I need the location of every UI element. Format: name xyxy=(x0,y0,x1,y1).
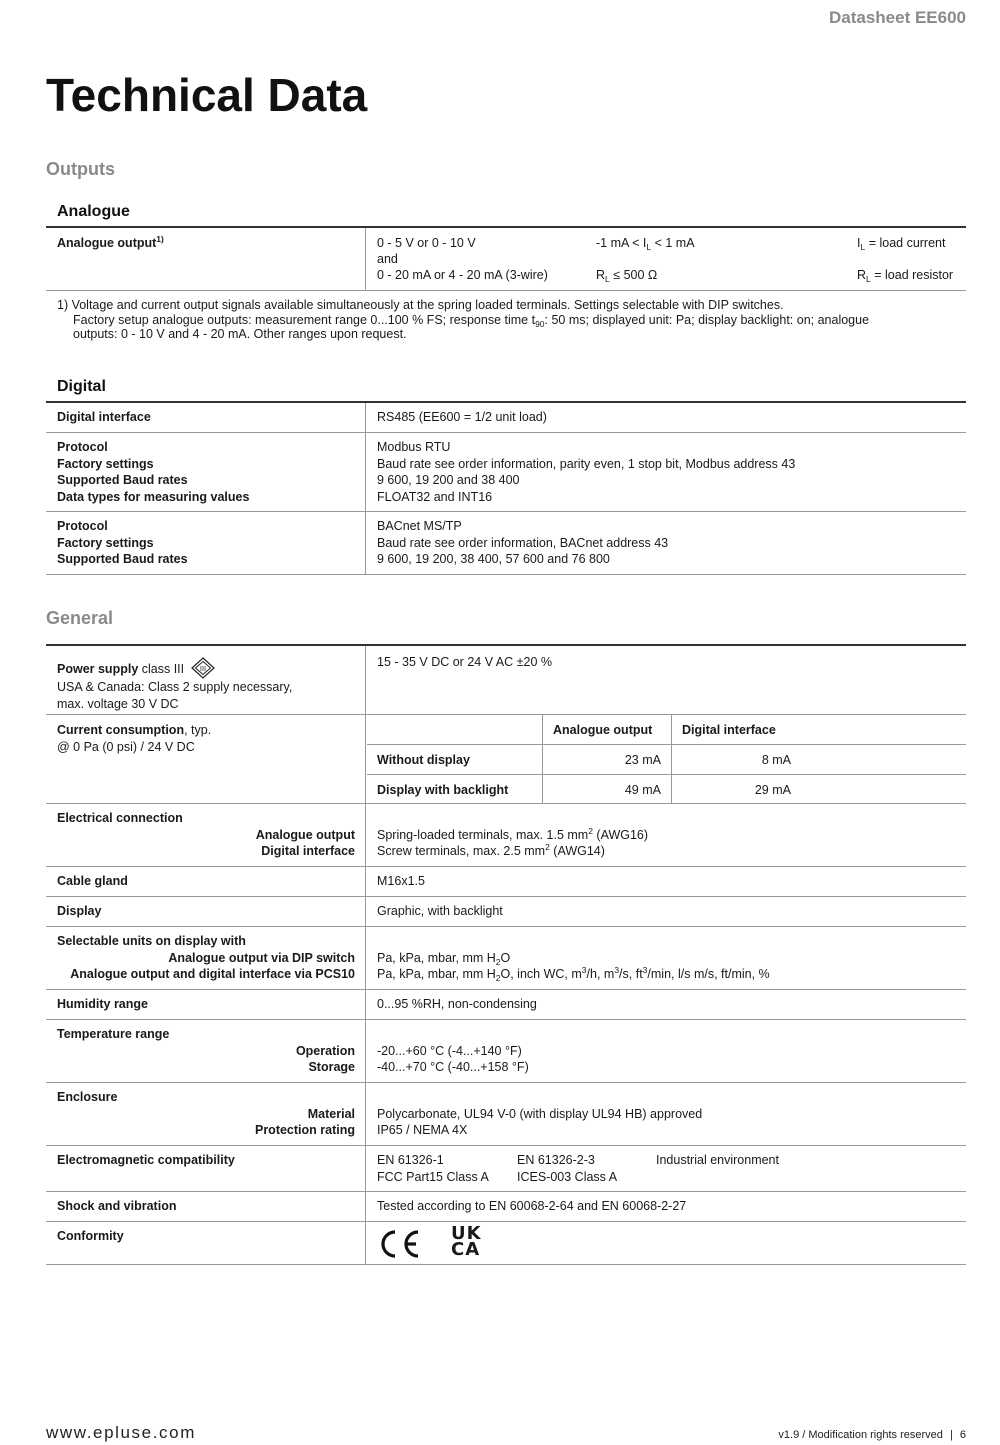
conformity-row xyxy=(46,1222,966,1265)
humidity-range-row xyxy=(46,990,966,1020)
current-condition: @ 0 Pa (0 psi) / 24 V DC xyxy=(57,739,195,754)
display-row xyxy=(46,897,966,927)
baud-rates-value: 9 600, 19 200, 38 400, 57 600 and 76 800 xyxy=(377,552,610,566)
sub-label: Protection rating xyxy=(254,1123,355,1137)
footnote-ref: 1) xyxy=(156,234,164,244)
class-iii-icon xyxy=(191,657,215,679)
row-label: Digital interface xyxy=(46,403,366,432)
ukca-line: CA xyxy=(451,1239,481,1260)
column-header-digital: Digital interface xyxy=(682,723,776,737)
power-supply-row xyxy=(46,646,966,715)
factory-settings-label: Factory settings xyxy=(57,535,154,550)
row-label: Humidity range xyxy=(46,990,366,1019)
table-row-label: Display with backlight xyxy=(377,783,509,797)
sub-label: Analogue output xyxy=(255,827,355,842)
emc-standard: FCC Part15 Class A xyxy=(377,1169,489,1184)
power-supply-label: Power supply xyxy=(57,662,139,676)
emc-standard: EN 61326-1 xyxy=(377,1153,444,1167)
sub-label: Analogue output and digital interface via PCS10 xyxy=(70,967,355,981)
row-label: Display xyxy=(46,897,366,926)
sub-label: Operation xyxy=(295,1043,355,1058)
enclosure-label: Enclosure xyxy=(57,1090,118,1104)
row-value: M16x1.5 xyxy=(377,874,425,888)
baud-rates-label: Supported Baud rates xyxy=(57,552,188,566)
row-label xyxy=(46,1020,366,1082)
protocol-value: BACnet MS/TP xyxy=(377,519,462,533)
row-value: 0...95 %RH, non-condensing xyxy=(377,997,537,1011)
dip-units-value: Pa, kPa, mbar, mm $H_2O$ xyxy=(377,950,511,967)
ukca-line: UK xyxy=(451,1223,482,1244)
row-label xyxy=(46,804,366,866)
footer-info xyxy=(778,1429,966,1441)
row-value xyxy=(367,1146,966,1191)
row-label xyxy=(46,646,366,714)
section-title-outputs: Outputs xyxy=(46,159,115,179)
sub-label: Material xyxy=(307,1106,355,1121)
row-label xyxy=(46,715,366,803)
row-label xyxy=(46,927,366,989)
row-value xyxy=(367,433,966,511)
row-label xyxy=(46,1083,366,1145)
operation-temperature-value: -20...+60 °C (-4...+140 °F) xyxy=(377,1043,522,1058)
current-consumption-table xyxy=(367,715,966,803)
footnote-line: outputs: 0 - 10 V and 4 - 20 mA. Other ranges upon request. xyxy=(73,327,407,341)
pcs10-units-value: Pa, kPa, mbar, mm $H_2O$, inch WC, $m^3/h$, $m^3/s$, $ft^3/\min$, l/s m/s, ft/min, % xyxy=(377,965,770,983)
row-value: RS485 (EE600 = 1/2 unit load) xyxy=(377,410,547,424)
table-cell: 29 mA xyxy=(754,783,791,797)
storage-temperature-value: -40...+70 °C (-40...+158 °F) xyxy=(377,1060,529,1074)
voltage-range: 0 - 5 V or 0 - 10 V xyxy=(377,236,476,250)
row-value: Tested according to EN 60068-2-64 and EN 60068-2-27 xyxy=(377,1199,687,1213)
row-value: 15 - 35 V DC or 24 V AC ±20 % xyxy=(377,655,552,669)
screw-terminals-value: Screw terminals, max. 2.5 $mm^2$ (AWG14) xyxy=(377,842,605,858)
emc-environment: Industrial environment xyxy=(656,1153,779,1167)
current-consumption-row xyxy=(46,715,966,804)
baud-rates-value: 9 600, 19 200 and 38 400 xyxy=(377,473,520,487)
current-range: 0 - 20 mA or 4 - 20 mA (3-wire) xyxy=(377,268,548,282)
row-value xyxy=(367,1083,966,1145)
subsection-title-digital: Digital xyxy=(57,378,106,395)
row-label: Conformity xyxy=(46,1222,366,1264)
emc-standard: EN 61326-2-3 xyxy=(517,1153,595,1167)
load-resistor-limit: $R_L \le 500$ Ω xyxy=(596,268,658,284)
subsection-title-analogue: Analogue xyxy=(57,203,130,220)
data-types-label: Data types for measuring values xyxy=(57,489,250,504)
row-label xyxy=(46,512,366,574)
ukca-mark-icon xyxy=(451,1223,482,1260)
selectable-units-row xyxy=(46,927,966,990)
row-label: Electromagnetic compatibility xyxy=(46,1146,366,1191)
power-note-line: USA & Canada: Class 2 supply necessary, xyxy=(57,680,293,694)
section-title-general: General xyxy=(46,608,114,628)
data-types-value: FLOAT32 and INT16 xyxy=(377,489,493,504)
modbus-row xyxy=(46,433,966,512)
document-label: Datasheet EE600 xyxy=(828,8,966,27)
row-value xyxy=(367,1222,966,1264)
factory-settings-value: Baud rate see order information, parity even, 1 stop bit, Modbus address 43 xyxy=(377,456,796,471)
bacnet-row xyxy=(46,512,966,575)
current-consumption-label: Current consumption xyxy=(57,723,185,737)
power-class-label: class III xyxy=(138,662,185,676)
electrical-connection-label: Electrical connection xyxy=(57,811,183,825)
table-cell: 23 mA xyxy=(624,753,661,767)
column-header-analogue: Analogue output xyxy=(553,723,653,737)
protection-rating-value: IP65 / NEMA 4X xyxy=(377,1123,468,1137)
electrical-connection-row xyxy=(46,804,966,867)
sub-label: Analogue output via DIP switch xyxy=(168,950,355,965)
analogue-output-label: Analogue output xyxy=(57,236,157,250)
baud-rates-label: Supported Baud rates xyxy=(57,473,188,487)
page-title: Technical Data xyxy=(46,69,368,121)
row-value xyxy=(367,927,966,989)
spring-terminals-value: Spring-loaded terminals, max. 1.5 $mm^2$ (AWG16) xyxy=(377,825,649,842)
row-value: Graphic, with backlight xyxy=(377,904,503,918)
table-divider xyxy=(367,744,966,745)
row-value xyxy=(367,228,966,290)
row-value xyxy=(367,1020,966,1082)
table-divider xyxy=(367,774,966,775)
digital-interface-row xyxy=(46,403,966,433)
load-current-legend: $I_L$ = load current xyxy=(857,236,946,252)
shock-vibration-row xyxy=(46,1192,966,1222)
row-label: Shock and vibration xyxy=(46,1192,366,1221)
row-label: Cable gland xyxy=(46,867,366,896)
temperature-range-label: Temperature range xyxy=(57,1027,170,1041)
table-row-label: Without display xyxy=(377,753,470,767)
load-current-limit: -1 mA < $I_L < 1$ mA xyxy=(596,236,695,252)
enclosure-row xyxy=(46,1083,966,1146)
load-resistor-legend: $R_L$ = load resistor xyxy=(857,268,954,284)
row-value xyxy=(367,804,966,866)
emc-row xyxy=(46,1146,966,1192)
material-value: Polycarbonate, UL94 V-0 (with display UL94 HB) approved xyxy=(377,1106,703,1121)
range-and: and xyxy=(377,252,398,266)
factory-settings-label: Factory settings xyxy=(57,456,154,471)
protocol-label: Protocol xyxy=(57,440,108,454)
sub-label: Storage xyxy=(308,1060,355,1074)
protocol-value: Modbus RTU xyxy=(377,440,451,454)
page-number: 6 xyxy=(959,1429,966,1441)
row-label xyxy=(46,228,366,290)
ce-mark-text: CE xyxy=(376,1228,378,1229)
class-iii-text: III xyxy=(199,664,206,673)
protocol-label: Protocol xyxy=(57,519,108,533)
footer-url[interactable]: www.epluse.com xyxy=(46,1423,196,1442)
power-note-line: max. voltage 30 V DC xyxy=(57,696,179,711)
row-label xyxy=(46,433,366,511)
emc-standard: ICES-003 Class A xyxy=(517,1169,618,1184)
footnote-line: 1) Voltage and current output signals available simultaneously at the spring loaded terminals. Settings selectable with DIP switches. xyxy=(57,298,784,312)
analogue-footnote xyxy=(57,298,957,342)
row-value xyxy=(367,512,966,574)
table-cell: 49 mA xyxy=(624,783,661,797)
version-note: v1.9 / Modification rights reserved xyxy=(778,1429,943,1441)
ce-mark-icon xyxy=(376,1228,424,1260)
table-cell: 8 mA xyxy=(761,753,791,767)
sub-label: Digital interface xyxy=(261,844,355,858)
footnote-line: Factory setup analogue outputs: measurement range 0...100 % FS; response time $t_{90}$: 50 ms; displayed unit: Pa; display backlight: on; analogue xyxy=(73,312,870,329)
current-consumption-qualifier: , typ. xyxy=(184,723,212,737)
cable-gland-row xyxy=(46,867,966,897)
selectable-units-label: Selectable units on display with xyxy=(57,934,246,948)
analogue-output-row xyxy=(46,228,966,291)
factory-settings-value: Baud rate see order information, BACnet address 43 xyxy=(377,535,669,550)
temperature-range-row xyxy=(46,1020,966,1083)
footer-separator: | xyxy=(949,1429,953,1441)
